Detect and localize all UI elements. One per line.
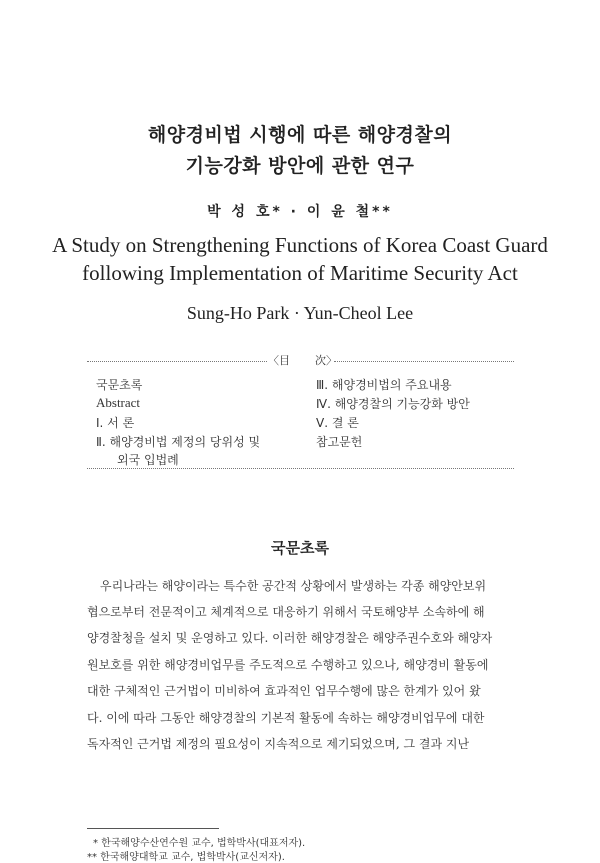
paragraph-line: 독자적인 근거법 제정의 필요성이 지속적으로 제기되었으며, 그 결과 지난 — [87, 737, 470, 751]
toc-item-justification: Ⅱ. 해양경비법 제정의 당위성 및 — [96, 435, 261, 449]
korean-authors: 박 성 호* · 이 윤 철** — [207, 204, 393, 220]
korean-title-line-1: 해양경비법 시행에 따른 해양경찰의 — [147, 124, 453, 146]
korean-title-line-2: 기능강화 방안에 관한 연구 — [185, 155, 415, 177]
toc-item-main-contents: Ⅲ. 해양경비법의 주요내용 — [316, 378, 452, 392]
english-title-line-1: A Study on Strengthening Functions of Korea Coast Guard — [52, 233, 548, 257]
toc-heading-open: 〈目 — [268, 354, 290, 367]
toc-item-strengthening-plan: Ⅳ. 해양경찰의 기능강화 방안 — [316, 397, 470, 411]
toc-top-rule-right — [334, 361, 514, 362]
toc-item-abstract: Abstract — [96, 395, 141, 410]
toc-bottom-rule — [87, 468, 514, 469]
english-title-line-2: following Implementation of Maritime Security Act — [82, 261, 518, 285]
toc-item-korean-abstract: 국문초록 — [96, 378, 143, 392]
footnote-1: * 한국해양수산연수원 교수, 법학박사(대표저자). — [93, 838, 306, 849]
paragraph-line: 우리나라는 해양이라는 특수한 공간적 상황에서 발생하는 각종 해양안보위 — [100, 579, 487, 593]
paragraph-line: 협으로부터 전문적이고 체계적으로 대응하기 위해서 국토해양부 소속하에 해 — [87, 605, 485, 619]
english-authors: Sung-Ho Park · Yun-Cheol Lee — [186, 303, 414, 323]
paragraph-line: 대한 구체적인 근거법이 미비하여 효과적인 업무수행에 많은 한계가 있어 왔 — [87, 684, 481, 698]
toc-top-rule-left — [87, 361, 267, 362]
toc-item-references: 참고문헌 — [316, 435, 363, 449]
toc-heading-close: 次〉 — [315, 354, 337, 367]
paragraph-line: 다. 이에 따라 그동안 해양경찰의 기본적 활동에 속하는 해양경비업무에 대한 — [87, 711, 485, 725]
footnote-2: ** 한국해양대학교 교수, 법학박사(교신저자). — [87, 852, 285, 863]
footnote-rule — [87, 828, 219, 829]
toc-item-conclusion: Ⅴ. 결 론 — [316, 416, 359, 430]
toc-item-foreign-legislation: 외국 입법례 — [117, 453, 179, 467]
paragraph-line: 양경찰청을 설치 및 운영하고 있다. 이러한 해양경찰은 해양주권수호와 해양자 — [87, 631, 493, 645]
paragraph-line: 원보호를 위한 해양경비업무를 주도적으로 수행하고 있으나, 해양경비 활동에 — [87, 658, 489, 672]
section-title: 국문초록 — [271, 539, 329, 557]
toc-item-introduction: Ⅰ. 서 론 — [96, 416, 135, 430]
